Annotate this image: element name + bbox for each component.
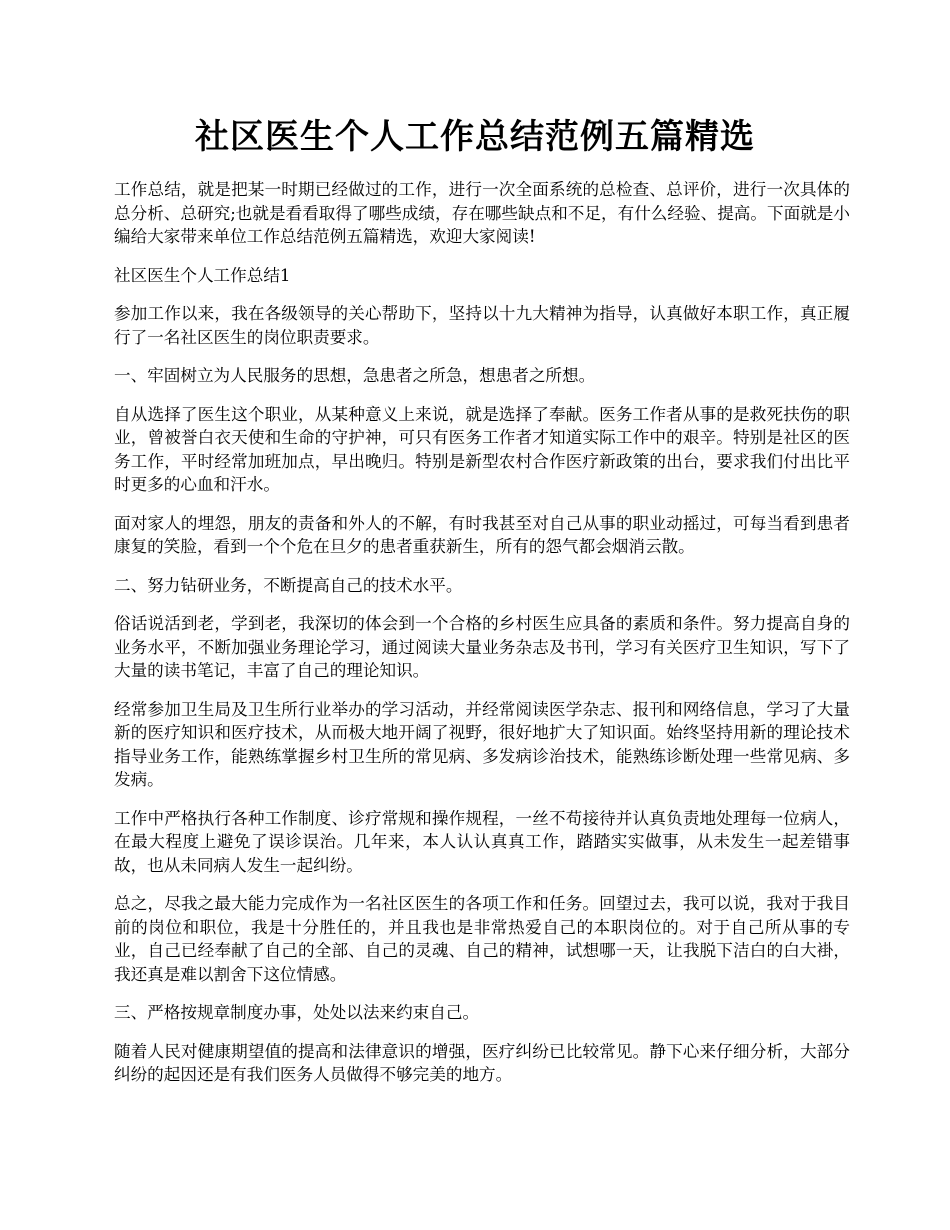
body-paragraph: 面对家人的埋怨，朋友的责备和外人的不解，有时我甚至对自己从事的职业动摇过，可每当看到患者康复的笑脸，看到一个个危在旦夕的患者重获新生，所有的怨气都会烟消云散。: [114, 513, 850, 556]
section-title-summary-1: 社区医生个人工作总结1: [114, 265, 291, 285]
section-heading-1: 一、牢固树立为人民服务的思想，急患者之所急，想患者之所想。: [114, 366, 596, 385]
body-paragraph: 参加工作以来，我在各级领导的关心帮助下，坚持以十九大精神为指导，认真做好本职工作，真正履行了一名社区医生的岗位职责要求。: [114, 304, 850, 347]
section-heading-2: 二、努力钻研业务，不断提高自己的技术水平。: [114, 575, 463, 595]
body-paragraph: 自从选择了医生这个职业，从某种意义上来说，就是选择了奉献。医务工作者从事的是救死扶伤的职业，曾被誉白衣天使和生命的守护神，可只有医务工作者才知道实际工作中的艰辛。特别是社区的医务工作，平时经常加班加点，早出晚归。特别是新型农村合作医疗新政策的出台，要求我们付出比平时更多的心血和汗水。: [114, 404, 850, 494]
body-paragraph: 经常参加卫生局及卫生所行业举办的学习活动，并经常阅读医学杂志、报刊和网络信息，学习了大量新的医疗知识和医疗技术，从而极大地开阔了视野，很好地扩大了知识面。始终坚持用新的理论技术指导业务工作，能熟练掌握乡村卫生所的常见病、多发病诊治技术，能熟练诊断处理一些常见病、多发病。: [114, 699, 850, 789]
body-paragraph: 工作中严格执行各种工作制度、诊疗常规和操作规程，一丝不苟接待并认真负责地处理每一位病人，在最大程度上避免了误诊误治。几年来，本人认认真真工作，踏踏实实做事，从未发生一起差错事故，也从未同病人发生一起纠纷。: [114, 808, 850, 875]
body-paragraph: 总之，尽我之最大能力完成作为一名社区医生的各项工作和任务。回望过去，我可以说，我对于我目前的岗位和职位，我是十分胜任的，并且我也是非常热爱自己的本职岗位的。对于自己所从事的专业，自己已经奉献了自己的全部、自己的灵魂、自己的精神，试想哪一天，让我脱下洁白的白大褂，我还真是难以割舍下这位情感。: [114, 894, 850, 984]
section-heading-3: 三、严格按规章制度办事，处处以法来约束自己。: [114, 1003, 480, 1022]
intro-paragraph: 工作总结，就是把某一时期已经做过的工作，进行一次全面系统的总检查、总评价，进行一次具体的总分析、总研究;也就是看看取得了哪些成绩，存在哪些缺点和不足，有什么经验、提高。下面就是小编给大家带来单位工作总结范例五篇精选，欢迎大家阅读!: [114, 180, 850, 246]
body-paragraph: 随着人民对健康期望值的提高和法律意识的增强，医疗纠纷已比较常见。静下心来仔细分析，大部分纠纷的起因还是有我们医务人员做得不够完美的地方。: [114, 1041, 850, 1084]
body-paragraph: 俗话说活到老，学到老，我深切的体会到一个合格的乡村医生应具备的素质和条件。努力提高自身的业务水平，不断加强业务理论学习，通过阅读大量业务杂志及书刊，学习有关医疗卫生知识，写下了大量的读书笔记，丰富了自己的理论知识。: [114, 614, 850, 680]
document-title: 社区医生个人工作总结范例五篇精选: [195, 117, 755, 157]
document-body: [114, 178, 850, 1102]
